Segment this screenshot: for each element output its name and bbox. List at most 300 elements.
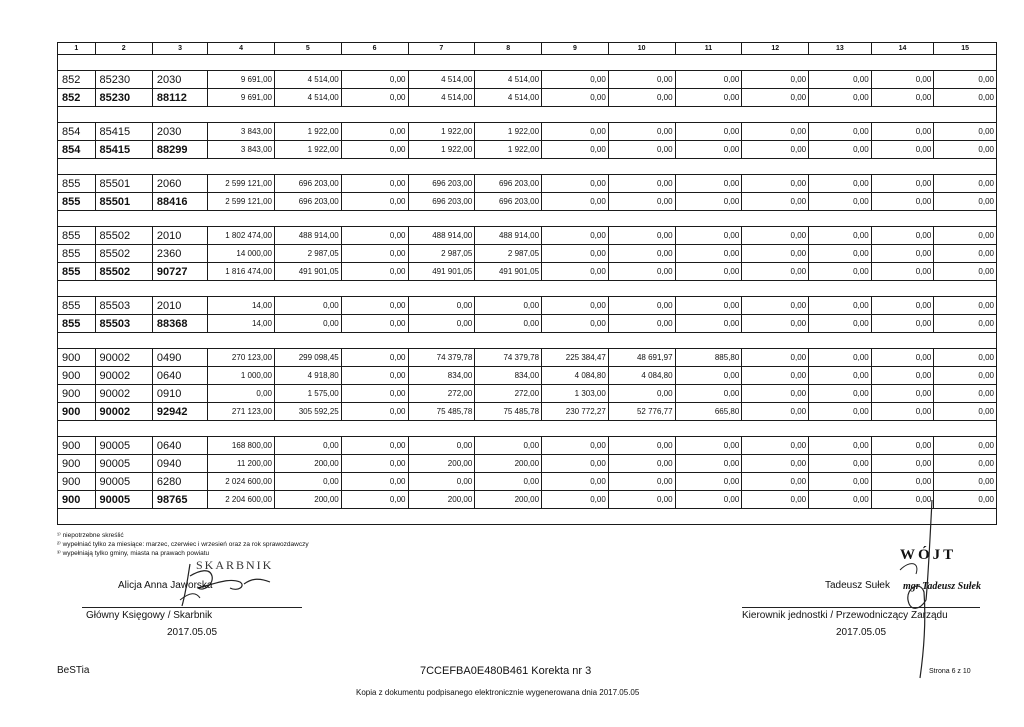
table-cell: 488 914,00 [408, 227, 475, 245]
table-cell: 0,00 [934, 491, 997, 509]
table-cell: 0,00 [934, 473, 997, 491]
table-cell: 0,00 [341, 491, 408, 509]
table-cell: 0,00 [871, 367, 934, 385]
copy-note: Kopia z dokumentu podpisanego elektronicznie wygenerowana dnia 2017.05.05 [356, 688, 640, 697]
table-total-row [58, 263, 997, 281]
table-cell: 900 [58, 437, 96, 455]
table-cell: 0,00 [542, 175, 609, 193]
table-cell: 0,00 [742, 455, 809, 473]
footnote-3: ³⁾ wypełniają tylko gminy, miasta na prawach powiatu [57, 550, 210, 557]
table-cell: 1 802 474,00 [208, 227, 275, 245]
table-cell: 696 203,00 [475, 175, 542, 193]
table-cell: 696 203,00 [274, 175, 341, 193]
table-cell: 0,00 [542, 263, 609, 281]
table-cell: 0,00 [274, 315, 341, 333]
table-cell: 2030 [152, 71, 207, 89]
table-cell: 0,00 [408, 473, 475, 491]
table-cell: 0,00 [809, 349, 872, 367]
table-cell: 0,00 [208, 385, 275, 403]
table-cell: 14 000,00 [208, 245, 275, 263]
table-cell: 0,00 [341, 227, 408, 245]
wojt-stamp: WÓJT [900, 547, 957, 563]
table-cell: 0,00 [475, 437, 542, 455]
table-cell: 1 575,00 [274, 385, 341, 403]
table-total-row [58, 491, 997, 509]
table-cell: 0,00 [809, 315, 872, 333]
table-cell: 0,00 [542, 315, 609, 333]
table-cell: 0,00 [809, 263, 872, 281]
separator-row [58, 159, 997, 175]
table-cell: 0,00 [341, 263, 408, 281]
header-cell: 5 [274, 43, 341, 55]
table-cell: 0,00 [742, 123, 809, 141]
table-total-row [58, 315, 997, 333]
table-cell: 3 843,00 [208, 123, 275, 141]
table-cell: 85415 [95, 123, 152, 141]
table-cell: 0,00 [675, 385, 742, 403]
table-cell: 4 514,00 [408, 71, 475, 89]
table-cell: 14,00 [208, 297, 275, 315]
table-cell: 85503 [95, 297, 152, 315]
table-cell: 855 [58, 175, 96, 193]
table-cell: 271 123,00 [208, 403, 275, 421]
table-cell: 0,00 [341, 367, 408, 385]
table-cell: 0,00 [341, 89, 408, 107]
header-cell: 12 [742, 43, 809, 55]
table-cell: 0,00 [742, 385, 809, 403]
table-cell: 0,00 [871, 175, 934, 193]
table-cell: 0,00 [871, 263, 934, 281]
table-cell: 1 922,00 [274, 123, 341, 141]
table-cell: 0,00 [809, 123, 872, 141]
table-cell: 2010 [152, 297, 207, 315]
table-cell: 0,00 [608, 89, 675, 107]
separator-cell [58, 159, 997, 175]
table-row [58, 297, 997, 315]
table-cell: 0,00 [934, 141, 997, 159]
table-cell: 855 [58, 263, 96, 281]
table-cell: 85502 [95, 245, 152, 263]
table-cell: 0,00 [742, 141, 809, 159]
header-cell: 1 [58, 43, 96, 55]
table-cell: 0,00 [809, 403, 872, 421]
table-cell: 0,00 [608, 263, 675, 281]
footnotes [57, 531, 309, 558]
table-row [58, 227, 997, 245]
table-cell: 200,00 [475, 455, 542, 473]
table-cell: 0,00 [341, 297, 408, 315]
table-cell: 90002 [95, 349, 152, 367]
table-cell: 855 [58, 193, 96, 211]
table-cell: 900 [58, 473, 96, 491]
table-cell: 900 [58, 455, 96, 473]
table-cell: 852 [58, 89, 96, 107]
header-cell: 6 [341, 43, 408, 55]
table-cell: 0,00 [809, 385, 872, 403]
table-cell: 0,00 [934, 349, 997, 367]
table-cell: 0,00 [871, 473, 934, 491]
table-cell: 0,00 [475, 315, 542, 333]
table-cell: 0,00 [742, 437, 809, 455]
table-cell: 0,00 [608, 491, 675, 509]
table-cell: 0,00 [675, 437, 742, 455]
signatory-name-left: Alicja Anna Jaworska [118, 580, 213, 591]
table-cell: 900 [58, 367, 96, 385]
table-cell: 0,00 [408, 315, 475, 333]
table-cell: 0,00 [809, 491, 872, 509]
footnote-1: ¹⁾ niepotrzebne skreślić [57, 532, 124, 539]
table-cell: 0,00 [542, 297, 609, 315]
table-cell: 0,00 [871, 141, 934, 159]
table-cell: 4 514,00 [274, 89, 341, 107]
table-cell: 88299 [152, 141, 207, 159]
table-cell: 0,00 [542, 437, 609, 455]
table-row [58, 385, 997, 403]
table-cell: 0,00 [475, 473, 542, 491]
table-cell: 1 922,00 [408, 141, 475, 159]
table-total-row [58, 403, 997, 421]
table-cell: 200,00 [274, 491, 341, 509]
table-cell: 0,00 [742, 367, 809, 385]
header-cell: 14 [871, 43, 934, 55]
table-cell: 0,00 [934, 403, 997, 421]
header-cell: 8 [475, 43, 542, 55]
table-cell: 2 987,05 [274, 245, 341, 263]
separator-row [58, 509, 997, 525]
table-cell: 90005 [95, 437, 152, 455]
signature-date-left: 2017.05.05 [166, 627, 218, 638]
table-cell: 0,00 [341, 245, 408, 263]
table-cell: 0,00 [809, 455, 872, 473]
table-cell: 299 098,45 [274, 349, 341, 367]
separator-cell [58, 107, 997, 123]
table-cell: 0,00 [871, 491, 934, 509]
budget-report-table [57, 42, 997, 525]
table-cell: 0,00 [809, 71, 872, 89]
table-cell: 852 [58, 71, 96, 89]
table-cell: 0,00 [934, 263, 997, 281]
table-cell: 0,00 [675, 297, 742, 315]
table-cell: 0,00 [274, 437, 341, 455]
table-cell: 488 914,00 [274, 227, 341, 245]
document-id: 7CCEFBA0E480B461 Korekta nr 3 [420, 665, 592, 677]
table-cell: 4 084,80 [542, 367, 609, 385]
table-cell: 2 599 121,00 [208, 193, 275, 211]
table-cell: 200,00 [274, 455, 341, 473]
table-cell: 1 922,00 [408, 123, 475, 141]
table-cell: 0,00 [608, 297, 675, 315]
table-cell: 0,00 [809, 367, 872, 385]
table-cell: 85230 [95, 71, 152, 89]
footnote-2: ²⁾ wypełniać tylko za miesiące: marzec, czerwiec i wrzesień oraz za rok sprawozdawczy [57, 541, 309, 548]
table-cell: 0,00 [675, 227, 742, 245]
separator-cell [58, 333, 997, 349]
table-cell: 0,00 [542, 123, 609, 141]
table-cell: 0,00 [341, 141, 408, 159]
table-cell: 834,00 [408, 367, 475, 385]
table-cell: 0,00 [274, 473, 341, 491]
table-cell: 696 203,00 [274, 193, 341, 211]
table-cell: 0,00 [542, 455, 609, 473]
table-cell: 0640 [152, 437, 207, 455]
table-cell: 0,00 [809, 193, 872, 211]
table-cell: 2010 [152, 227, 207, 245]
separator-row [58, 55, 997, 71]
table-cell: 90005 [95, 455, 152, 473]
table-cell: 0,00 [542, 71, 609, 89]
table-cell: 0940 [152, 455, 207, 473]
table-cell: 900 [58, 349, 96, 367]
table-row [58, 71, 997, 89]
table-cell: 74 379,78 [408, 349, 475, 367]
table-cell: 855 [58, 297, 96, 315]
table-cell: 1 922,00 [475, 123, 542, 141]
table-cell: 1 816 474,00 [208, 263, 275, 281]
table-cell: 3 843,00 [208, 141, 275, 159]
table-cell: 900 [58, 491, 96, 509]
table-cell: 4 514,00 [408, 89, 475, 107]
table-cell: 0,00 [871, 297, 934, 315]
table-cell: 85502 [95, 263, 152, 281]
table-cell: 90005 [95, 473, 152, 491]
table-cell: 75 485,78 [475, 403, 542, 421]
table-cell: 0,00 [871, 403, 934, 421]
table-cell: 0,00 [871, 455, 934, 473]
separator-row [58, 333, 997, 349]
table-cell: 696 203,00 [475, 193, 542, 211]
table-cell: 491 901,05 [408, 263, 475, 281]
table-cell: 0,00 [542, 245, 609, 263]
table-cell: 0,00 [742, 491, 809, 509]
table-cell: 0,00 [742, 473, 809, 491]
separator-row [58, 281, 997, 297]
table-cell: 900 [58, 385, 96, 403]
table-cell: 272,00 [408, 385, 475, 403]
table-cell: 270 123,00 [208, 349, 275, 367]
table-cell: 85501 [95, 175, 152, 193]
table-cell: 200,00 [475, 491, 542, 509]
table-cell: 0,00 [871, 71, 934, 89]
separator-row [58, 107, 997, 123]
table-cell: 4 084,80 [608, 367, 675, 385]
table-cell: 0,00 [608, 455, 675, 473]
table-cell: 9 691,00 [208, 71, 275, 89]
table-cell: 88368 [152, 315, 207, 333]
table-cell: 9 691,00 [208, 89, 275, 107]
table-cell: 0,00 [542, 141, 609, 159]
table-cell: 85501 [95, 193, 152, 211]
header-cell: 2 [95, 43, 152, 55]
table-cell: 0,00 [934, 193, 997, 211]
table-cell: 1 000,00 [208, 367, 275, 385]
table-total-row [58, 193, 997, 211]
signature-left [82, 580, 302, 638]
table-total-row [58, 141, 997, 159]
header-cell: 13 [809, 43, 872, 55]
table-cell: 305 592,25 [274, 403, 341, 421]
table-cell: 0,00 [809, 227, 872, 245]
table-row [58, 367, 997, 385]
table-cell: 90005 [95, 491, 152, 509]
table-cell: 0,00 [809, 473, 872, 491]
table-cell: 0,00 [871, 349, 934, 367]
table-cell: 834,00 [475, 367, 542, 385]
table-cell: 0,00 [871, 89, 934, 107]
table-cell: 0,00 [675, 473, 742, 491]
table-cell: 11 200,00 [208, 455, 275, 473]
table-cell: 0,00 [341, 437, 408, 455]
table-row [58, 349, 997, 367]
table-cell: 0,00 [934, 367, 997, 385]
signature-line-right [742, 607, 980, 608]
table-cell: 696 203,00 [408, 175, 475, 193]
table-cell: 88416 [152, 193, 207, 211]
system-name: BeSTia [57, 665, 90, 676]
table-cell: 88112 [152, 89, 207, 107]
table-cell: 0,00 [742, 71, 809, 89]
signatory-title-right: Kierownik jednostki / Przewodniczący Zarządu [742, 610, 948, 621]
signature-date-right: 2017.05.05 [835, 627, 887, 638]
table-cell: 0,00 [675, 367, 742, 385]
separator-row [58, 421, 997, 437]
table-cell: 0,00 [742, 315, 809, 333]
table-cell: 1 922,00 [475, 141, 542, 159]
header-cell: 11 [675, 43, 742, 55]
table-cell: 0,00 [675, 71, 742, 89]
table-cell: 0,00 [742, 297, 809, 315]
table-cell: 0,00 [809, 245, 872, 263]
header-cell: 10 [608, 43, 675, 55]
table-cell: 0,00 [675, 175, 742, 193]
table-row [58, 245, 997, 263]
header-cell: 9 [542, 43, 609, 55]
table-cell: 272,00 [475, 385, 542, 403]
table-cell: 0,00 [742, 175, 809, 193]
table-cell: 90002 [95, 367, 152, 385]
table-cell: 2360 [152, 245, 207, 263]
signatory-title-left: Główny Księgowy / Skarbnik [86, 610, 213, 621]
table-cell: 0,00 [341, 175, 408, 193]
table-cell: 855 [58, 227, 96, 245]
table-cell: 0,00 [341, 455, 408, 473]
table-cell: 0,00 [809, 297, 872, 315]
table-cell: 0,00 [408, 297, 475, 315]
table-cell: 0,00 [934, 437, 997, 455]
table-cell: 200,00 [408, 455, 475, 473]
table-cell: 0,00 [675, 263, 742, 281]
table-cell: 6280 [152, 473, 207, 491]
table-cell: 90002 [95, 385, 152, 403]
table-cell: 98765 [152, 491, 207, 509]
table-row [58, 437, 997, 455]
table-cell: 0,00 [542, 491, 609, 509]
table-cell: 0910 [152, 385, 207, 403]
table-cell: 0,00 [608, 437, 675, 455]
table-cell: 230 772,27 [542, 403, 609, 421]
separator-cell [58, 281, 997, 297]
table-cell: 0,00 [809, 437, 872, 455]
table-cell: 2060 [152, 175, 207, 193]
table-cell: 75 485,78 [408, 403, 475, 421]
table-cell: 0640 [152, 367, 207, 385]
table-cell: 14,00 [208, 315, 275, 333]
header-cell: 3 [152, 43, 207, 55]
table-cell: 0,00 [341, 349, 408, 367]
table-cell: 0,00 [475, 297, 542, 315]
table-cell: 0,00 [934, 245, 997, 263]
table-cell: 0,00 [608, 227, 675, 245]
table-cell: 4 514,00 [475, 71, 542, 89]
table-cell: 696 203,00 [408, 193, 475, 211]
signatory-name-right: Tadeusz Sułek [824, 580, 890, 591]
table-cell: 0,00 [341, 193, 408, 211]
table-cell: 85415 [95, 141, 152, 159]
table-cell: 0,00 [608, 71, 675, 89]
table-cell: 4 514,00 [475, 89, 542, 107]
separator-cell [58, 421, 997, 437]
table-cell: 2 599 121,00 [208, 175, 275, 193]
table-cell: 74 379,78 [475, 349, 542, 367]
table-cell: 0,00 [934, 315, 997, 333]
separator-row [58, 211, 997, 227]
table-row [58, 123, 997, 141]
header-cell: 7 [408, 43, 475, 55]
table-cell: 0,00 [871, 123, 934, 141]
table-cell: 90727 [152, 263, 207, 281]
table-cell: 2 987,05 [475, 245, 542, 263]
table-cell: 0,00 [742, 349, 809, 367]
table-cell: 0,00 [871, 193, 934, 211]
table-cell: 0,00 [341, 403, 408, 421]
table-cell: 0,00 [542, 89, 609, 107]
table-cell: 0,00 [934, 123, 997, 141]
table-cell: 0,00 [675, 141, 742, 159]
table-cell: 1 922,00 [274, 141, 341, 159]
table-cell: 85230 [95, 89, 152, 107]
table-cell: 2 987,05 [408, 245, 475, 263]
table-cell: 0,00 [542, 193, 609, 211]
table-cell: 855 [58, 315, 96, 333]
table-cell: 0,00 [542, 473, 609, 491]
table-cell: 0,00 [675, 89, 742, 107]
table-cell: 0490 [152, 349, 207, 367]
table-cell: 0,00 [675, 193, 742, 211]
table-cell: 1 303,00 [542, 385, 609, 403]
table-cell: 0,00 [608, 175, 675, 193]
table-cell: 488 914,00 [475, 227, 542, 245]
table-cell: 0,00 [742, 245, 809, 263]
table-cell: 85503 [95, 315, 152, 333]
table-cell: 0,00 [608, 193, 675, 211]
skarbnik-stamp: SKARBNIK [196, 558, 274, 572]
signature-line-left [82, 607, 302, 608]
table-cell: 92942 [152, 403, 207, 421]
table-cell: 0,00 [341, 473, 408, 491]
table-cell: 0,00 [608, 315, 675, 333]
table-cell: 4 514,00 [274, 71, 341, 89]
table-cell: 52 776,77 [608, 403, 675, 421]
table-cell: 491 901,05 [274, 263, 341, 281]
table-cell: 4 918,80 [274, 367, 341, 385]
table-row [58, 175, 997, 193]
table-cell: 2030 [152, 123, 207, 141]
table-cell: 0,00 [871, 315, 934, 333]
table-cell: 854 [58, 123, 96, 141]
table-cell: 0,00 [542, 227, 609, 245]
table-cell: 0,00 [934, 175, 997, 193]
table-cell: 0,00 [871, 437, 934, 455]
table-cell: 0,00 [742, 89, 809, 107]
